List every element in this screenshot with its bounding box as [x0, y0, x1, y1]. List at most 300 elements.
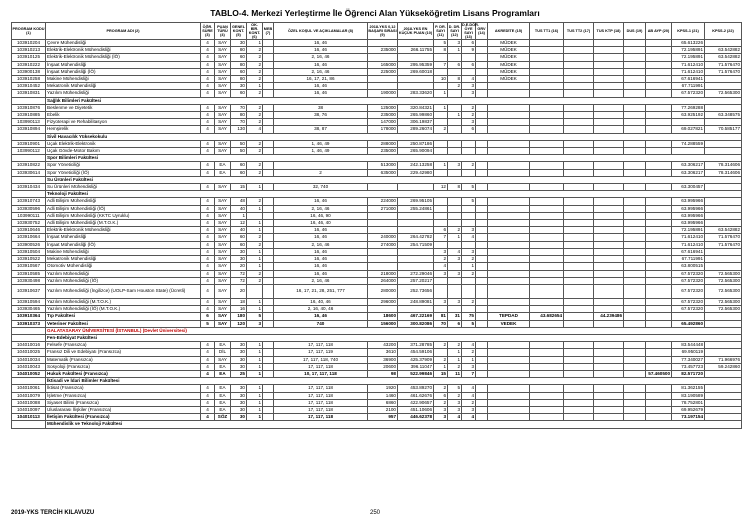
table-cell: 2: [247, 61, 263, 68]
table-row: [12, 205, 742, 212]
table-cell: 6: [462, 61, 476, 68]
table-cell: 3: [462, 90, 476, 97]
table-cell: [646, 298, 672, 305]
table-cell: 4: [201, 399, 215, 406]
table-cell: 165000: [368, 61, 398, 68]
table-cell: [462, 140, 476, 147]
table-cell: 1: [247, 248, 263, 255]
table-cell: 83.190589: [672, 392, 705, 399]
table-cell: [594, 227, 624, 234]
table-cell: 72.195891: [672, 54, 705, 61]
table-cell: [564, 61, 594, 68]
table-cell: SAY: [215, 140, 231, 147]
table-cell: SAY: [215, 47, 231, 54]
table-cell: EA: [215, 342, 231, 349]
table-row: [12, 306, 742, 313]
table-cell: 6: [448, 61, 462, 68]
table-row: [12, 320, 742, 327]
table-cell: 72: [231, 270, 247, 277]
table-cell: 104010043: [12, 363, 46, 370]
table-cell: [530, 234, 564, 241]
table-cell: 72: [231, 277, 247, 284]
table-cell: 1: [247, 256, 263, 263]
table-cell: Tıp Fakültesi: [46, 313, 201, 320]
table-cell: 72.565300: [705, 277, 742, 284]
table-cell: Veteriner Fakültesi: [46, 320, 201, 327]
table-cell: [624, 104, 646, 111]
column-header: TUS TT1 (16): [530, 23, 564, 40]
table-cell: [476, 169, 488, 176]
table-cell: [263, 40, 274, 47]
table-cell: 125000: [368, 104, 398, 111]
table-cell: 80: [231, 112, 247, 119]
table-cell: [368, 256, 398, 263]
table-cell: [646, 119, 672, 126]
table-cell: [564, 385, 594, 392]
table-cell: [263, 169, 274, 176]
table-cell: [263, 414, 274, 421]
table-cell: 16, 46: [274, 90, 368, 97]
table-cell: [263, 76, 274, 83]
table-cell: 40: [231, 205, 247, 212]
table-cell: [263, 370, 274, 377]
table-cell: 16, 46: [274, 227, 368, 234]
table-cell: 80: [231, 61, 247, 68]
table-row: [12, 349, 742, 356]
table-cell: 1: [231, 212, 247, 219]
table-cell: [434, 284, 448, 298]
table-cell: SAY: [215, 227, 231, 234]
table-cell: 104010034: [12, 356, 46, 363]
table-cell: [488, 220, 530, 227]
table-row: [12, 169, 742, 176]
table-cell: 17, 117, 118, 740: [274, 356, 368, 363]
table-cell: [263, 263, 274, 270]
table-cell: 18600: [368, 313, 398, 320]
table-cell: 67.616941: [672, 76, 705, 83]
table-cell: 1: [247, 205, 263, 212]
table-cell: [434, 349, 448, 356]
table-cell: 4: [201, 385, 215, 392]
table-cell: 38: [274, 104, 368, 111]
table-row: [12, 414, 742, 421]
table-cell: [488, 399, 530, 406]
table-cell: [594, 76, 624, 83]
table-cell: [564, 256, 594, 263]
table-cell: [594, 169, 624, 176]
table-cell: 16, 17, 21, 28, 251, 777: [274, 284, 368, 298]
table-cell: 17, 117, 118: [274, 342, 368, 349]
table-cell: [476, 47, 488, 54]
table-cell: 25: [231, 370, 247, 377]
table-cell: TEPDAD: [488, 313, 530, 320]
table-row: [12, 40, 742, 47]
table-cell: [448, 284, 462, 298]
column-header: KPSS-2 (22): [705, 23, 742, 40]
table-cell: 30: [231, 414, 247, 421]
column-header: D.E.DÖR. ÖYE SAYI (13): [462, 23, 479, 39]
table-cell: 71.576470: [705, 241, 742, 248]
table-cell: 4: [201, 198, 215, 205]
table-cell: 3: [448, 298, 462, 305]
table-cell: [488, 119, 530, 126]
table-cell: [624, 198, 646, 205]
table-cell: 4: [201, 212, 215, 219]
table-cell: [530, 184, 564, 191]
table-cell: 283.33620: [398, 90, 434, 97]
table-cell: 103910885: [12, 112, 46, 119]
table-cell: [274, 162, 368, 169]
table-cell: 17, 117, 118: [274, 406, 368, 413]
table-cell: 4: [201, 306, 215, 313]
table-cell: [434, 119, 448, 126]
faculty-name: Su Ürünleri Fakültesi: [46, 176, 742, 183]
table-cell: 2: [247, 241, 263, 248]
table-cell: [594, 234, 624, 241]
table-cell: 69.950119: [672, 349, 705, 356]
table-cell: 80: [231, 47, 247, 54]
table-cell: 513000: [368, 162, 398, 169]
table-cell: [594, 54, 624, 61]
table-cell: 65.492860: [672, 320, 705, 327]
table-cell: [263, 83, 274, 90]
table-row: [12, 47, 742, 54]
table-cell: [488, 370, 530, 377]
table-cell: 103930498: [12, 277, 46, 284]
table-cell: [564, 205, 594, 212]
table-cell: 1: [448, 356, 462, 363]
table-cell: [476, 140, 488, 147]
table-cell: [530, 140, 564, 147]
table-cell: [564, 126, 594, 133]
table-cell: [564, 198, 594, 205]
table-row: [12, 104, 742, 111]
table-cell: [564, 76, 594, 83]
table-cell: [564, 399, 594, 406]
table-cell: 78.314606: [705, 162, 742, 169]
table-cell: 4: [201, 227, 215, 234]
faculty-name: Fen-Edebiyat Fakültesi: [46, 334, 742, 341]
table-cell: [398, 263, 434, 270]
table-cell: [646, 90, 672, 97]
table-cell: [646, 363, 672, 370]
table-cell: 60: [231, 241, 247, 248]
table-cell: [530, 392, 564, 399]
table-cell: İnşaat Mühendisliği (İÖ): [46, 241, 201, 248]
table-cell: Siyaset Bilimi (Fransızca): [46, 399, 201, 406]
table-cell: 2: [434, 126, 448, 133]
table-cell: SAY: [215, 270, 231, 277]
table-cell: [488, 198, 530, 205]
faculty-name: Mühendislik ve Teknoloji Fakültesi: [46, 421, 742, 428]
table-cell: [594, 406, 624, 413]
table-cell: [564, 313, 594, 320]
table-cell: [564, 306, 594, 313]
table-cell: [530, 212, 564, 219]
table-row: [12, 241, 742, 248]
table-cell: [488, 112, 530, 119]
table-cell: 178000: [368, 126, 398, 133]
table-cell: 104010052: [12, 370, 46, 377]
table-cell: [263, 162, 274, 169]
table-cell: Spor Yöneticiliği (İÖ): [46, 169, 201, 176]
table-cell: [263, 220, 274, 227]
table-cell: [564, 234, 594, 241]
table-cell: 16, 46: [274, 313, 368, 320]
table-cell: [646, 385, 672, 392]
table-cell: 70: [434, 320, 448, 327]
table-cell: 4: [201, 241, 215, 248]
table-cell: [624, 184, 646, 191]
table-cell: 269.95105: [398, 198, 434, 205]
table-cell: 5: [448, 385, 462, 392]
table-cell: [594, 277, 624, 284]
table-cell: 103910258: [12, 76, 46, 83]
table-cell: 2, 16, 46: [274, 68, 368, 75]
table-cell: 1: [448, 234, 462, 241]
table-cell: [594, 414, 624, 421]
table-cell: 2: [462, 399, 476, 406]
table-cell: [646, 313, 672, 320]
table-row: [12, 356, 742, 363]
table-cell: [564, 47, 594, 54]
column-header: KPSS-1 (21): [672, 23, 705, 40]
table-cell: [448, 148, 462, 155]
table-cell: 255.24861: [398, 205, 434, 212]
table-cell: [448, 104, 462, 111]
table-cell: [564, 112, 594, 119]
table-cell: 2: [462, 256, 476, 263]
table-cell: 4: [201, 270, 215, 277]
table-cell: [646, 306, 672, 313]
table-cell: [530, 162, 564, 169]
table-cell: 4: [201, 112, 215, 119]
faculty-header-row: [12, 176, 742, 183]
table-cell: [594, 392, 624, 399]
table-cell: 83.544448: [672, 342, 705, 349]
table-cell: 2: [247, 54, 263, 61]
table-cell: 48: [231, 198, 247, 205]
table-cell: 63.542882: [705, 54, 742, 61]
table-cell: [448, 126, 462, 133]
table-cell: 4: [201, 414, 215, 421]
table-cell: [646, 349, 672, 356]
table-cell: [594, 126, 624, 133]
table-cell: [564, 414, 594, 421]
table-cell: 80: [231, 76, 247, 83]
table-cell: 16, 46: [274, 263, 368, 270]
table-cell: 103910504: [12, 248, 46, 255]
table-cell: [434, 112, 448, 119]
table-cell: 4: [201, 363, 215, 370]
table-cell: 266.11755: [398, 47, 434, 54]
table-cell: 1: [247, 370, 263, 377]
table-cell: [263, 241, 274, 248]
table-cell: 4: [201, 248, 215, 255]
table-cell: 7: [434, 61, 448, 68]
table-cell: [263, 112, 274, 119]
table-cell: 17, 117, 118: [274, 363, 368, 370]
table-cell: 1: [247, 406, 263, 413]
table-cell: 271000: [368, 205, 398, 212]
table-cell: [263, 184, 274, 191]
table-cell: SAY: [215, 320, 231, 327]
table-row: [12, 399, 742, 406]
table-cell: [624, 148, 646, 155]
table-cell: [594, 119, 624, 126]
table-cell: [594, 162, 624, 169]
table-cell: İnşaat Mühendisliği (İÖ): [46, 68, 201, 75]
table-cell: MÜDEK: [488, 76, 530, 83]
table-cell: [705, 220, 742, 227]
table-cell: [564, 356, 594, 363]
table-cell: 103990112: [12, 148, 46, 155]
column-header: 2018-YKS 0,12 BAŞARI SIRASI (9): [368, 23, 398, 40]
table-row: [12, 83, 742, 90]
table-row: [12, 342, 742, 349]
table-cell: 2: [247, 112, 263, 119]
table-cell: 30: [231, 83, 247, 90]
table-cell: SAY: [215, 198, 231, 205]
table-cell: 36900: [368, 356, 398, 363]
table-cell: [448, 140, 462, 147]
program-code: [12, 176, 46, 183]
table-cell: 3: [462, 119, 476, 126]
table-cell: 2: [448, 83, 462, 90]
table-cell: [476, 212, 488, 219]
table-cell: [476, 76, 488, 83]
table-cell: 63.925192: [672, 112, 705, 119]
table-cell: [624, 112, 646, 119]
table-cell: [488, 148, 530, 155]
table-cell: Uçak Elektrik-Elektronik: [46, 140, 201, 147]
table-cell: [646, 406, 672, 413]
table-cell: [594, 370, 624, 377]
table-cell: 30: [231, 248, 247, 255]
table-cell: [476, 349, 488, 356]
table-cell: 103910664: [12, 234, 46, 241]
program-code: [12, 191, 46, 198]
table-cell: [564, 370, 594, 377]
table-cell: Elektrik-Elektronik Mühendisliği: [46, 47, 201, 54]
table-cell: [368, 220, 398, 227]
table-cell: [263, 306, 274, 313]
table-cell: [646, 83, 672, 90]
table-row: [12, 234, 742, 241]
table-cell: 3: [434, 298, 448, 305]
table-cell: 73.197154: [672, 414, 705, 421]
faculty-header-row: [12, 378, 742, 385]
table-cell: [594, 263, 624, 270]
column-header: GRV (14): [476, 23, 488, 40]
table-cell: EA: [215, 370, 231, 377]
table-cell: [530, 40, 564, 47]
table-cell: [594, 284, 624, 298]
table-cell: [476, 406, 488, 413]
table-cell: 104010079: [12, 392, 46, 399]
table-cell: [462, 241, 476, 248]
table-cell: Elektrik-Elektronik Mühendisliği: [46, 227, 201, 234]
table-cell: [624, 40, 646, 47]
table-cell: 63.995966: [672, 198, 705, 205]
table-cell: Çevre Mühendisliği: [46, 40, 201, 47]
table-cell: 635000: [368, 169, 398, 176]
table-cell: [564, 83, 594, 90]
table-cell: 10, 17, 117, 118: [274, 370, 368, 377]
table-cell: [462, 277, 476, 284]
table-cell: 1: [247, 227, 263, 234]
page-title: TABLO-4. Merkezi Yerleştirme İle Öğrenci Alan Yükseköğretim Lisans Programları: [210, 8, 540, 18]
table-cell: [705, 406, 742, 413]
table-cell: [530, 198, 564, 205]
table-cell: [530, 220, 564, 227]
table-cell: [476, 227, 488, 234]
table-cell: 1920: [368, 385, 398, 392]
table-cell: [646, 205, 672, 212]
table-cell: 300.82086: [398, 320, 434, 327]
table-cell: [462, 169, 476, 176]
table-cell: 4: [201, 284, 215, 298]
table-cell: [530, 76, 564, 83]
table-cell: [646, 68, 672, 75]
table-cell: 3610: [368, 349, 398, 356]
table-cell: [624, 363, 646, 370]
table-cell: 69.952679: [672, 406, 705, 413]
column-header: PUAN TÜRÜ (4): [215, 23, 231, 40]
table-cell: 17, 117, 119: [274, 349, 368, 356]
table-cell: İnşaat Mühendisliği: [46, 234, 201, 241]
table-cell: 38, 87: [274, 126, 368, 133]
table-cell: 4: [201, 349, 215, 356]
column-header: PROGRAM ADI (2): [46, 23, 201, 40]
table-cell: [594, 83, 624, 90]
column-header: 2018-YKS EN KÜÇÜK PUAN (10): [398, 23, 434, 40]
table-cell: MÜDEK: [488, 40, 530, 47]
table-cell: [398, 306, 434, 313]
table-cell: 73.457723: [672, 363, 705, 370]
table-cell: 1: [247, 385, 263, 392]
table-cell: [705, 370, 742, 377]
table-cell: 218000: [368, 270, 398, 277]
table-cell: 67.572320: [672, 277, 705, 284]
table-cell: 2: [247, 90, 263, 97]
table-cell: 2: [448, 363, 462, 370]
table-cell: 7: [462, 370, 476, 377]
table-cell: [594, 104, 624, 111]
table-cell: 3: [448, 406, 462, 413]
table-cell: 78.752801: [672, 399, 705, 406]
table-cell: [564, 248, 594, 255]
table-cell: [476, 248, 488, 255]
table-cell: [646, 220, 672, 227]
table-cell: 12: [434, 184, 448, 191]
table-row: [12, 140, 742, 147]
table-cell: [564, 140, 594, 147]
table-cell: [530, 148, 564, 155]
table-cell: [398, 248, 434, 255]
table-cell: 4: [462, 76, 476, 83]
table-cell: 2: [462, 349, 476, 356]
table-cell: 70.585177: [705, 126, 742, 133]
table-cell: [624, 342, 646, 349]
table-cell: 242.13258: [398, 162, 434, 169]
table-cell: [594, 399, 624, 406]
table-cell: [263, 47, 274, 54]
faculty-name: İktisadi ve İdari Bilimler Fakültesi: [46, 378, 742, 385]
table-cell: [594, 212, 624, 219]
table-cell: [476, 126, 488, 133]
table-cell: 103910901: [12, 140, 46, 147]
